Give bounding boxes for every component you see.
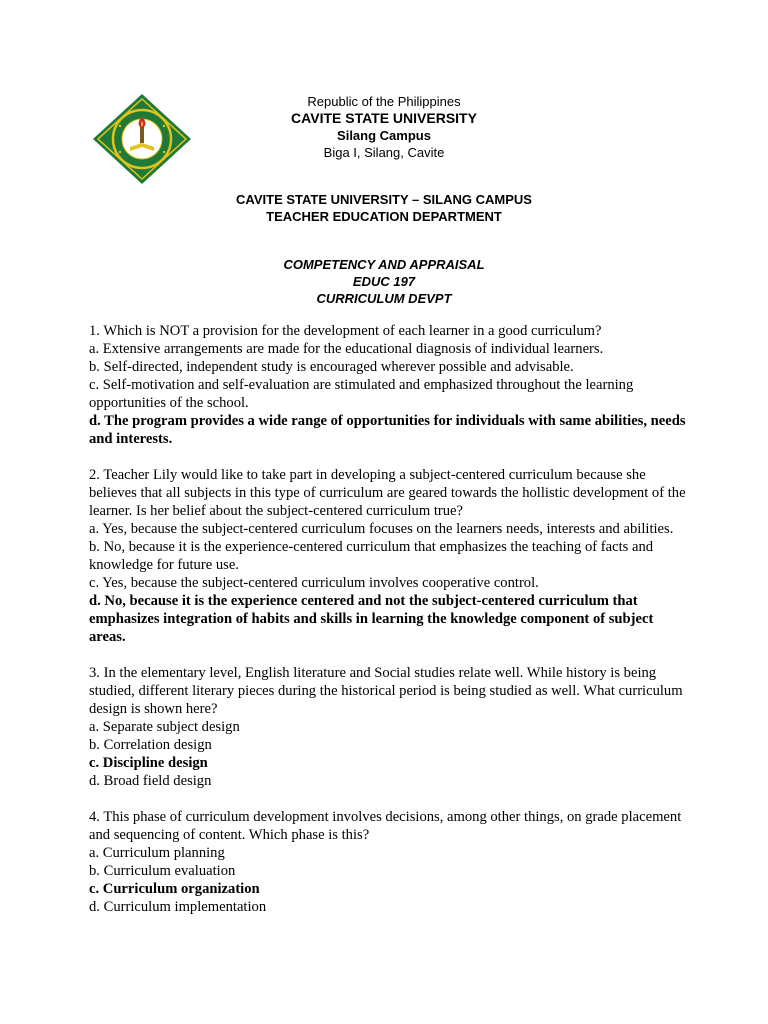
question-item	[89, 808, 689, 916]
question-option: d. Broad field design	[89, 773, 212, 789]
university-name: CAVITE STATE UNIVERSITY	[291, 110, 477, 126]
question-item	[89, 664, 689, 790]
question-option: b. Self-directed, independent study is encouraged wherever possible and advisable.	[89, 359, 574, 375]
question-item	[89, 322, 689, 448]
course-line-3: CURRICULUM DEVPT	[316, 291, 452, 306]
republic-line: Republic of the Philippines	[307, 94, 461, 109]
question-stem: 2. Teacher Lily would like to take part in developing a subject-centered curriculum because she believes that all subjects in this type of curriculum are geared towards the hollistic development of the learner. Is her belief about the subject-centered curriculum true?	[89, 467, 686, 519]
question-option: c. Self-motivation and self-evaluation are stimulated and emphasized throughout the learning opportunities of the school.	[89, 377, 634, 411]
question-option: c. Yes, because the subject-centered curriculum involves cooperative control.	[89, 575, 539, 591]
question-item	[89, 466, 689, 646]
question-option: d. The program provides a wide range of opportunities for individuals with same abilities, needs and interests.	[89, 413, 686, 447]
course-line-2: EDUC 197	[352, 274, 416, 289]
question-stem: 1. Which is NOT a provision for the development of each learner in a good curriculum?	[89, 323, 602, 339]
department-line-1: CAVITE STATE UNIVERSITY – SILANG CAMPUS	[236, 192, 532, 207]
question-option: c. Curriculum organization	[89, 881, 260, 897]
course-line-1: COMPETENCY AND APPRAISAL	[283, 257, 485, 272]
question-option: c. Discipline design	[89, 755, 208, 771]
question-option: b. No, because it is the experience-centered curriculum that emphasizes the teaching of facts and knowledge for future use.	[89, 539, 654, 573]
question-list	[89, 322, 689, 934]
campus-name: Silang Campus	[337, 128, 431, 143]
question-stem: 4. This phase of curriculum development involves decisions, among other things, on grade placement and sequencing of content. Which phase is this?	[89, 809, 682, 843]
course-heading	[0, 256, 768, 307]
question-option: b. Correlation design	[89, 737, 212, 753]
campus-address: Biga I, Silang, Cavite	[323, 145, 445, 160]
question-option: a. Extensive arrangements are made for the educational diagnosis of individual learners.	[89, 341, 604, 357]
question-stem: 3. In the elementary level, English literature and Social studies relate well. While history is being studied, different literary pieces during the historical period is being studied as well. What curriculum design is shown here?	[89, 665, 683, 717]
department-line-2: TEACHER EDUCATION DEPARTMENT	[266, 209, 502, 224]
question-option: a. Yes, because the subject-centered curriculum focuses on the learners needs, interests and abilities.	[89, 521, 674, 537]
letterhead	[0, 93, 768, 161]
question-option: d. No, because it is the experience centered and not the subject-centered curriculum that emphasizes integration of habits and skills in learning the knowledge component of subject areas.	[89, 593, 654, 645]
question-option: a. Curriculum planning	[89, 845, 225, 861]
question-option: d. Curriculum implementation	[89, 899, 267, 915]
department-heading	[0, 191, 768, 225]
question-option: a. Separate subject design	[89, 719, 240, 735]
question-option: b. Curriculum evaluation	[89, 863, 236, 879]
